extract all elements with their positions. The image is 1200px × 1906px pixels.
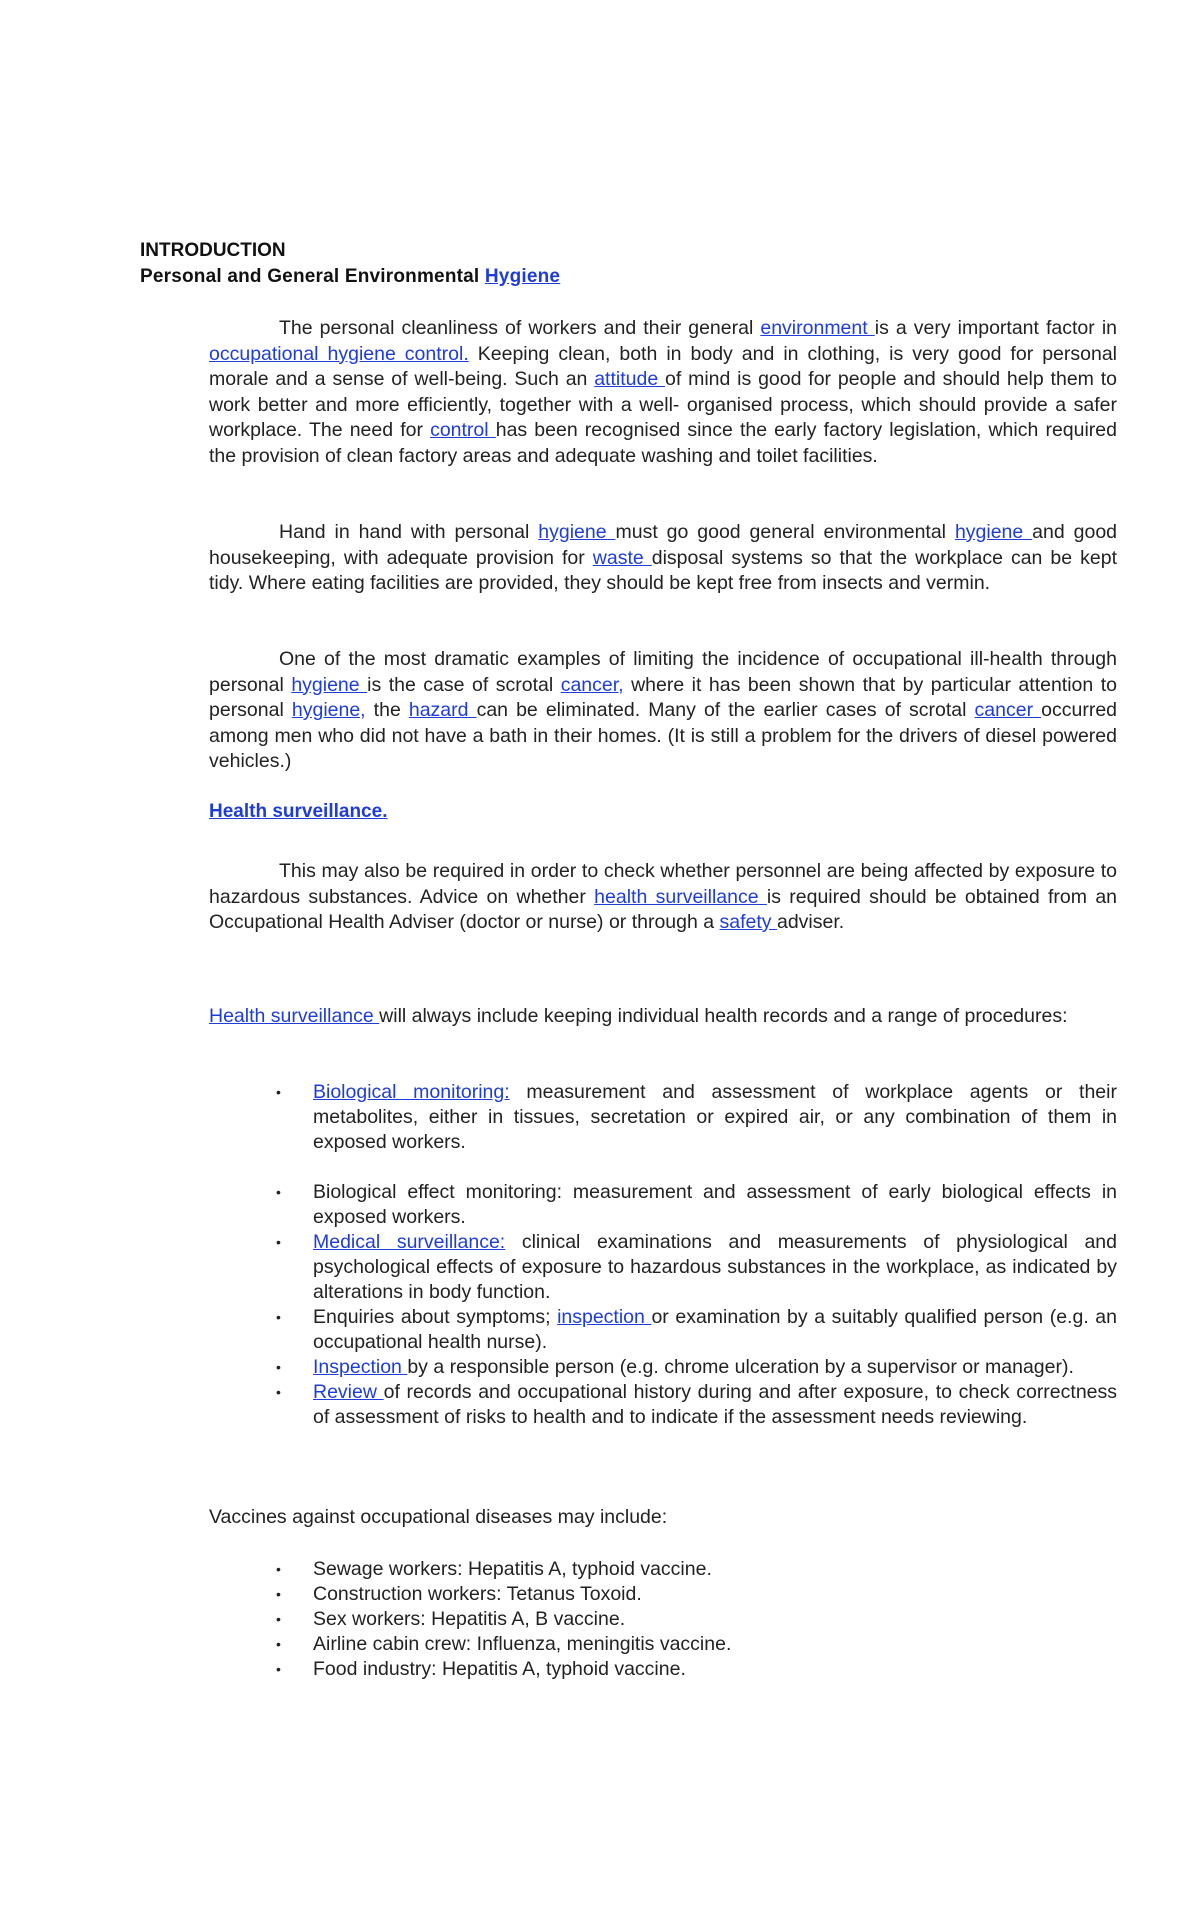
page-title: INTRODUCTION [140, 240, 286, 261]
list-item [276, 1180, 1117, 1230]
hygiene-link[interactable]: Hygiene [484, 266, 561, 287]
text-run: will always include keeping individual health records and a range of procedures: [379, 1005, 1068, 1027]
list-item-text: of records and occupational history during and after exposure, to check correctness of assessment of risks to health and to indicate if the assessment needs reviewing. [313, 1381, 1118, 1428]
vaccines-list [276, 1557, 1117, 1682]
list-item: • Sex workers: Hepatitis A, B vaccine. [276, 1607, 1117, 1632]
text-run: The personal cleanliness of workers and their general [279, 317, 761, 339]
text-run: can be eliminated. Many of the earlier cases of scrotal [476, 699, 975, 721]
cancer-link[interactable]: cancer, [560, 673, 624, 696]
list-item-text: measurement and assessment of workplace agents or their metabolites, either in tissues, secretation or expired air, or any combination of them in exposed workers. [313, 1081, 1117, 1153]
environment-link[interactable]: environment [760, 317, 875, 339]
list-item-text: by a responsible person (e.g. chrome ulceration by a supervisor or manager). [407, 1356, 1074, 1378]
hazard-link[interactable]: hazard [408, 699, 477, 721]
text-run: and good housekeeping, with adequate provision for [209, 521, 1118, 569]
paragraph-health-surveillance [209, 859, 1117, 936]
list-item: • Food industry: Hepatitis A, typhoid vaccine. [276, 1657, 1117, 1682]
list-item [276, 1380, 1117, 1430]
text-run: disposal systems so that the workplace can be kept tidy. Where eating facilities are provided, they should be kept free from insects and vermin. [209, 546, 1117, 594]
list-item: • Airline cabin crew: Influenza, meningitis vaccine. [276, 1632, 1117, 1657]
text-run: occurred among men who did not have a bath in their homes. (It is still a problem for the drivers of diesel powered vehicles.) [209, 699, 1118, 772]
text-run: the [365, 699, 409, 721]
list-item [276, 1080, 1117, 1155]
section-subtitle [140, 264, 560, 290]
health-surveillance-link[interactable]: Health surveillance [209, 1005, 380, 1027]
list-item-text: Biological effect monitoring: measurement and assessment of early biological effects in exposed workers. [313, 1181, 1117, 1228]
health-surveillance-heading-link[interactable]: Health surveillance. [209, 801, 388, 822]
list-item-text: Enquiries about symptoms; [313, 1306, 558, 1328]
health-surveillance-heading [209, 799, 387, 825]
text-run: adviser. [776, 911, 845, 933]
list-item: • Construction workers: Tetanus Toxoid. [276, 1582, 1117, 1607]
paragraph-environmental-hygiene [209, 520, 1117, 597]
hygiene-link[interactable]: hygiene [291, 673, 368, 696]
list-item [276, 1355, 1117, 1380]
text-run: One of the most dramatic examples of limiting the incidence of occupational ill-health through personal [209, 648, 1117, 696]
health-surveillance-link[interactable]: health surveillance [594, 885, 767, 908]
text-run: must go good general environmental [615, 521, 955, 543]
text-run: is a very important factor in [874, 317, 1118, 339]
text-run: is the case of scrotal [367, 673, 561, 696]
text-run: of mind is good for people and should help them to work better and more efficiently, together with a well- organised process, which should provide a safer workplace. The need for [209, 368, 1117, 441]
waste-link[interactable]: waste [592, 546, 652, 569]
paragraph-personal-cleanliness [209, 316, 1117, 469]
biological-monitoring-link[interactable]: Biological monitoring: [313, 1081, 510, 1103]
review-link[interactable]: Review [313, 1381, 384, 1403]
cancer-link[interactable]: cancer [974, 699, 1042, 721]
inspection-link[interactable]: inspection [557, 1306, 652, 1328]
medical-surveillance-link[interactable]: Medical surveillance: [313, 1231, 506, 1253]
subtitle-text: Personal and General Environmental [140, 266, 485, 287]
hygiene-link[interactable]: hygiene [538, 521, 616, 543]
vaccines-intro: Vaccines against occupational diseases may include: [209, 1506, 668, 1528]
occupational-hygiene-control-link[interactable]: occupational hygiene control. [209, 342, 469, 365]
list-item [276, 1230, 1117, 1305]
inspection-link[interactable]: Inspection [313, 1356, 408, 1378]
hygiene-link[interactable]: hygiene [954, 521, 1033, 543]
text-run: Keeping clean, both in body and in clothing, is very good for personal morale and a sense of well-being. Such an [209, 342, 1117, 390]
paragraph-scrotal-cancer [209, 647, 1117, 775]
safety-link[interactable]: safety [719, 911, 777, 933]
text-run: where it has been shown that by particular attention to personal [209, 673, 1118, 721]
paragraph-procedures-intro [140, 1004, 1117, 1030]
control-link[interactable]: control [430, 419, 496, 441]
procedures-list [276, 1080, 1117, 1430]
list-item-text: clinical examinations and measurements of physiological and psychological effects of exposure to hazardous substances in the workplace, as indicated by alterations in body function. [313, 1231, 1117, 1303]
list-item-text: or examination by a suitably qualified person (e.g. an occupational health nurse). [313, 1306, 1117, 1353]
attitude-link[interactable]: attitude [594, 368, 665, 390]
text-run: Hand in hand with personal [279, 521, 539, 543]
list-item: • Sewage workers: Hepatitis A, typhoid vaccine. [276, 1557, 1117, 1582]
list-item [276, 1305, 1117, 1355]
text-run: is required should be obtained from an Occupational Health Adviser (doctor or nurse) or through a [209, 885, 1118, 933]
text-run: This may also be required in order to check whether personnel are being affected by exposure to hazardous substances. Advice on whether [209, 860, 1117, 908]
text-run: has been recognised since the early factory legislation, which required the provision of clean factory areas and adequate washing and toilet facilities. [209, 419, 1117, 467]
hygiene-link[interactable]: hygiene, [291, 699, 366, 721]
